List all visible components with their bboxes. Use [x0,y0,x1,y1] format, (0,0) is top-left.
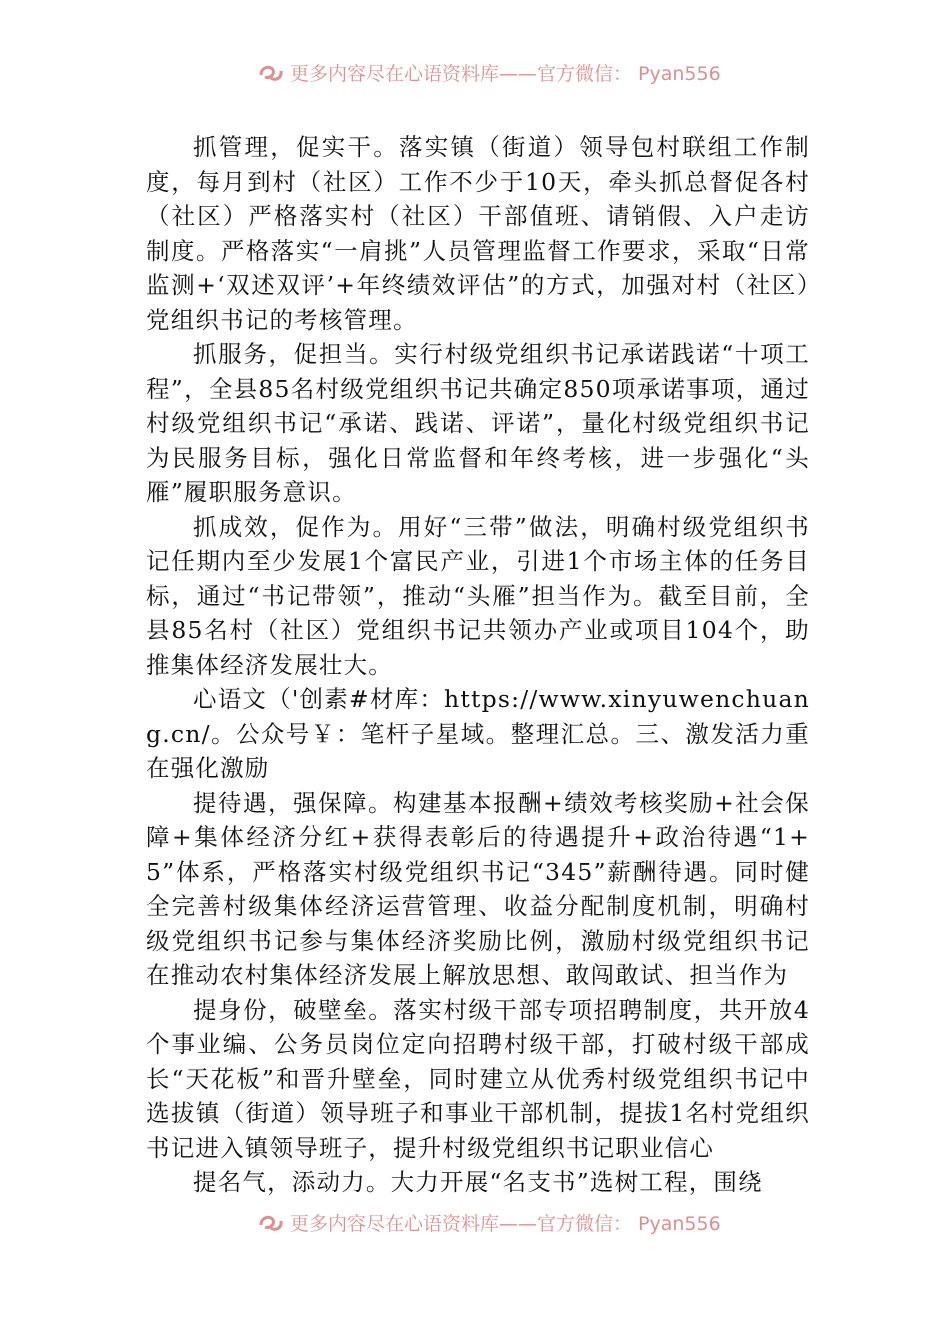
paragraph-6: 提身份，破壁垒。落实村级干部专项招聘制度，共开放4个事业编、公务员岗位定向招聘村级干部，打破村级干部成长“天花板”和晋升壁垒，同时建立从优秀村级党组织书记中选拔镇（街道）领导班子和事业干部机制，提拔1名村党组织书记进入镇领导班子，提升村级党组织书记职业信心 [146,995,810,1162]
watermark-footer [258,1208,738,1236]
paragraph-7: 提名气，添动力。大力开展“名支书”选树工程，围绕 [193,1168,763,1196]
logo-icon [258,1211,284,1233]
paragraph-2: 抓服务，促担当。实行村级党组织书记承诺践诺“十项工程”，全县85名村级党组织书记共确定850项承诺事项，通过村级党组织书记“承诺、践诺、评诺”，量化村级党组织书记为民服务目标，强化日常监督和年终考核，进一步强化“头雁”履职服务意识。 [146,340,810,506]
paragraph-3: 抓成效，促作为。用好“三带”做法，明确村级党组织书记任期内至少发展1个富民产业，引进1个市场主体的任务目标，通过“书记带领”，推动“头雁”担当作为。截至目前，全县85名村（社区）党组织书记共领办产业或项目104个，助推集体经济发展壮大。 [146,512,810,679]
paragraph-1: 抓管理，促实干。落实镇（街道）领导包村联组工作制度，每月到村（社区）工作不少于10天，牵头抓总督促各村（社区）严格落实村（社区）干部值班、请销假、入户走访制度。严格落实“一肩挑”人员管理监督工作要求，采取“日常监测+‘双述双评’+年终绩效评估”的方式，加强对村（社区）党组织书记的考核管理。 [146,133,810,334]
watermark-text: 更多内容尽在心语资料库——官方微信： Pyan556 [290,1212,721,1235]
watermark-header [258,58,738,86]
paragraph-5: 提待遇，强保障。构建基本报酬+绩效考核奖励+社会保障+集体经济分红+获得表彰后的待遇提升+政治待遇“1+5”体系，严格落实村级党组织书记“345”薪酬待遇。同时健全完善村级集体经济运营管理、收益分配制度机制，明确村级党组织书记参与集体经济奖励比例，激励村级党组织书记在推动农村集体经济发展上解放思想、敢闯敢试、担当作为 [146,788,810,989]
paragraph-4: 心语文（'创素#材库：https://www.xinyuwenchuang.cn/。公众号￥：笔杆子星域。整理汇总。三、激发活力重在强化激励 [146,685,810,782]
document-body [146,130,810,1200]
logo-icon [258,61,284,83]
watermark-text: 更多内容尽在心语资料库——官方微信： Pyan556 [290,62,721,85]
